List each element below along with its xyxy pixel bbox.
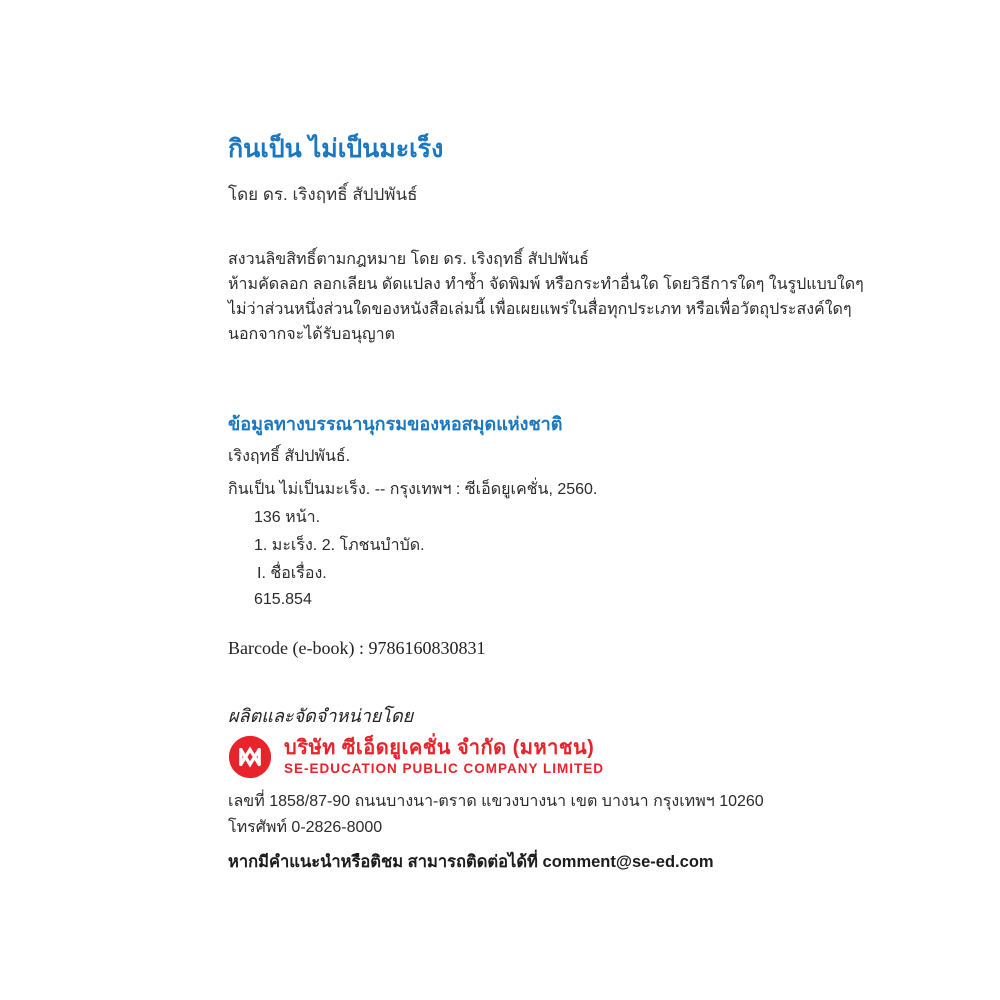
se-ed-logo-icon <box>228 735 272 779</box>
cataloging-pagination: 136 หน้า. <box>254 509 321 526</box>
cataloging-author: เริงฤทธิ์ สัปปพันธ์. <box>228 448 351 465</box>
distributor-label: ผลิตและจัดจำหน่ายโดย <box>228 706 414 726</box>
copyright-line: สงวนลิขสิทธิ์ตามกฎหมาย โดย ดร. เริงฤทธิ์ สัปปพันธ์ <box>228 251 589 268</box>
publisher-name-thai: บริษัท ซีเอ็ดยูเคชั่น จำกัด (มหาชน) <box>284 737 595 760</box>
cataloging-title-imprint: กินเป็น ไม่เป็นมะเร็ง. -- กรุงเทพฯ : ซีเอ็ดยูเคชั่น, 2560. <box>228 481 598 498</box>
cataloging-added-entry: I. ชื่อเรื่อง. <box>257 565 327 582</box>
barcode-ebook-line: Barcode (e-book) : 9786160830831 <box>228 638 486 658</box>
feedback-contact-line: หากมีคำแนะนำหรือติชม สามารถติดต่อได้ที่ comment@se-ed.com <box>228 853 714 871</box>
publisher-phone: โทรศัพท์ 0-2826-8000 <box>228 819 383 836</box>
author-byline: โดย ดร. เริงฤทธิ์ สัปปพันธ์ <box>228 185 418 204</box>
publisher-names <box>284 737 604 777</box>
page-title: กินเป็น ไม่เป็นมะเร็ง <box>228 135 444 163</box>
copyright-line: นอกจากจะได้รับอนุญาต <box>228 326 395 343</box>
publisher-address: เลขที่ 1858/87-90 ถนนบางนา-ตราด แขวงบางนา เขต บางนา กรุงเทพฯ 10260 <box>228 793 764 810</box>
copyright-line: ห้ามคัดลอก ลอกเลียน ดัดแปลง ทำซ้ำ จัดพิมพ์ หรือกระทำอื่นใด โดยวิธีการใดๆ ในรูปแบบใดๆ <box>228 276 864 293</box>
publisher-logo-row <box>228 735 604 779</box>
cataloging-dewey-number: 615.854 <box>254 591 312 608</box>
cataloging-subjects: 1. มะเร็ง. 2. โภชนบำบัด. <box>254 537 425 554</box>
copyright-notice <box>228 247 864 347</box>
cataloging-heading: ข้อมูลทางบรรณานุกรมของหอสมุดแห่งชาติ <box>228 414 563 434</box>
publisher-address-block <box>228 789 764 841</box>
publisher-name-english: SE-EDUCATION PUBLIC COMPANY LIMITED <box>284 761 605 777</box>
copyright-line: ไม่ว่าส่วนหนึ่งส่วนใดของหนังสือเล่มนี้ เพื่อเผยแพร่ในสื่อทุกประเภท หรือเพื่อวัตถุประสงค์ใดๆ <box>228 301 852 318</box>
